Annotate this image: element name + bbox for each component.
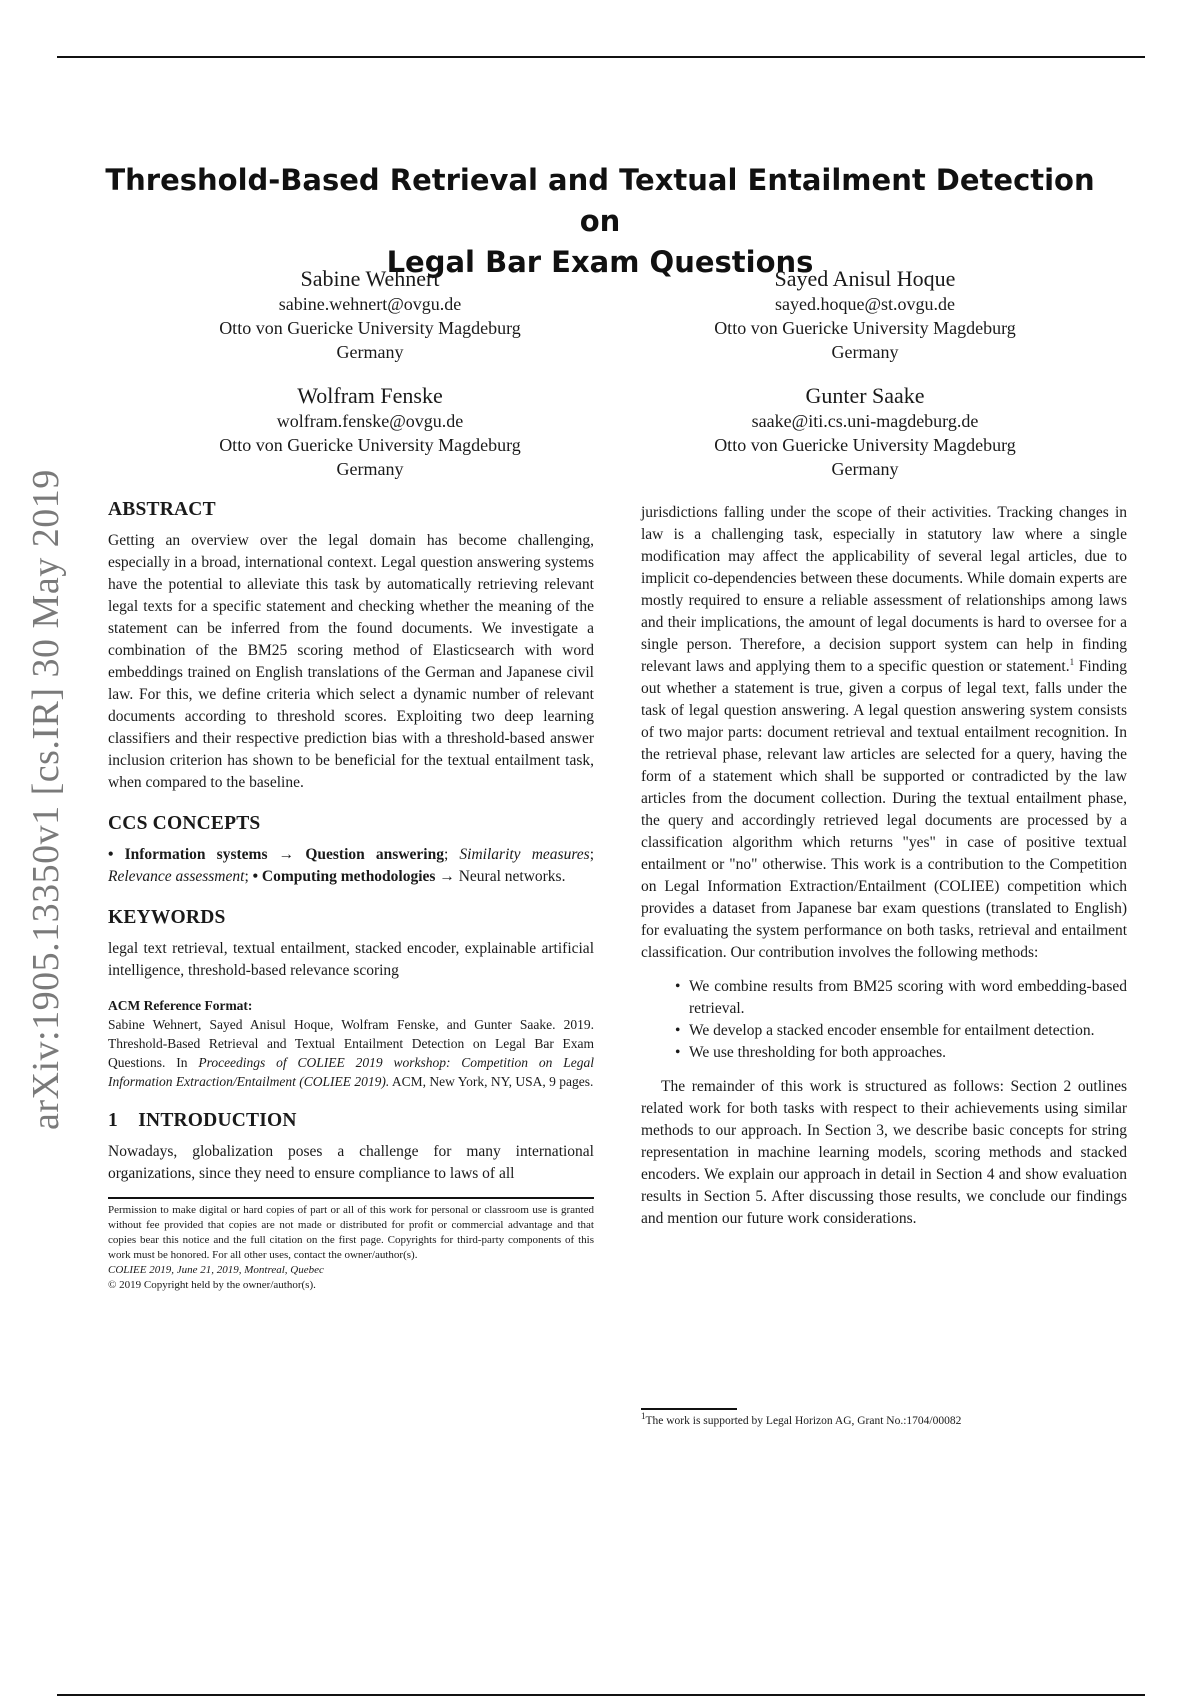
footnote-mark: 1 [1069, 656, 1075, 667]
author-block [635, 266, 1095, 364]
author-country: Germany [336, 459, 404, 479]
top-rule [57, 56, 1145, 58]
permission-block [108, 1203, 594, 1293]
bullet-icon: • [675, 978, 681, 995]
author-name: Sabine Wehnert [300, 266, 440, 291]
introduction-text-2: Finding out whether a statement is true, given a corpus of legal text, falls under the task of legal question answering. A legal question answering system consists of two major parts: document retrieval and textual entailment recognition. In the retrieval phase, relevant law articles are selected for a query, having the form of a statement which shall be supported or contradicted by the law articles from the document collection. During the textual entailment phase, the query and accordingly retrieved legal documents are processed by a classification algorithm which returns "yes" in case of positive textual entailment or "no" otherwise. This work is a contribution to the Competition on Legal Information Extraction/Entailment (COLIEE) competition which provides a dataset from Japanese bar exam questions (translated to English) for evaluating the system performance on both tasks, retrieval and entailment classification. Our contribution involves the following methods: [641, 658, 1128, 961]
ccs-separator: ; [443, 846, 460, 863]
ccs-bullet-1: • Information systems [108, 846, 268, 863]
list-item [641, 1042, 1127, 1064]
author-affiliation: Otto von Guericke University Magdeburg [714, 318, 1016, 338]
copyright-text: © 2019 Copyright held by the owner/author(s). [108, 1279, 316, 1291]
list-item [641, 976, 1127, 1020]
introduction-text-3: The remainder of this work is structured as follows: Section 2 outlines related work for both tasks with respect to their achievements using similar methods to our approach. In Section 3, we describe basic concepts for string representation in machine learning models, scoring methods and stacked encoders. We explain our approach in detail in Section 4 and show evaluation results in Section 5. After discussing those results, we conclude our findings and mention our future work considerations. [641, 1078, 1127, 1227]
author-country: Germany [831, 342, 899, 362]
footnote-text: The work is supported by Legal Horizon AG, Grant No.:1704/00082 [645, 1414, 962, 1427]
permission-text: Permission to make digital or hard copies of part or all of this work for personal or classroom use is granted without fee provided that copies are not made or distributed for profit or commercial advantage and that copies bear this notice and the full citation on the first page. Copyrights for third-party components of this work must be honored. For all other uses, contact the owner/author(s). [108, 1204, 594, 1261]
author-name: Gunter Saake [805, 383, 925, 408]
ccs-term: Similarity measures [459, 846, 590, 863]
author-name: Sayed Anisul Hoque [774, 266, 956, 291]
author-email: sabine.wehnert@ovgu.de [278, 294, 462, 314]
paper-title [100, 160, 1100, 283]
bullet-icon: • [675, 1022, 681, 1039]
ccs-bullet-2: • Computing methodologies [252, 868, 436, 885]
title-line-2: Legal Bar Exam Questions [386, 245, 814, 279]
introduction-text-left: Nowadays, globalization poses a challenge for many international organizations, since they need to ensure compliance to laws of all [108, 1143, 594, 1182]
introduction-text-1: jurisdictions falling under the scope of their activities. Tracking changes in law is a challenging task, especially in statutory law where a single modification may affect the applicability of several legal articles, due to implicit co-dependencies between these documents. While domain experts are mostly required to ensure a reliable assessment of relationships among laws and their implications, the amount of legal documents is hard to oversee for a single person. Therefore, a decision support system can help in finding relevant laws and applying them to a specific question or statement. [641, 504, 1127, 675]
author-name: Wolfram Fenske [297, 383, 443, 408]
keywords-heading: KEYWORDS [108, 907, 226, 928]
footnote-number: 1 [641, 1410, 646, 1421]
list-item [641, 1020, 1127, 1042]
ccs-arrow: → [267, 846, 306, 863]
author-email: sayed.hoque@st.ovgu.de [774, 294, 956, 314]
ccs-heading: CCS CONCEPTS [108, 813, 261, 834]
contribution-list [641, 976, 1127, 1064]
acm-reference-part-1: Sabine Wehnert, Sayed Anisul Hoque, Wolfram Fenske, and Gunter Saake. 2019. Threshold-Based Retrieval and Textual Entailment Detection on Legal Bar Exam Questions. In [108, 1017, 594, 1070]
ccs-term: Relevance assessment [108, 868, 245, 885]
list-item-text: We combine results from BM25 scoring with word embedding-based retrieval. [689, 978, 1127, 1017]
author-affiliation: Otto von Guericke University Magdeburg [714, 435, 1016, 455]
ccs-separator: ; [244, 868, 253, 885]
keywords-text: legal text retrieval, textual entailment, stacked encoder, explainable artificial intelligence, threshold-based relevance scoring [108, 940, 594, 979]
author-country: Germany [336, 342, 404, 362]
permission-rule [108, 1197, 594, 1199]
bullet-icon: • [675, 1044, 681, 1061]
list-item-text: We use thresholding for both approaches. [689, 1044, 947, 1061]
author-email: wolfram.fenske@ovgu.de [276, 411, 464, 431]
ccs-text [108, 844, 594, 888]
introduction-paragraph [641, 502, 1127, 964]
author-country: Germany [831, 459, 899, 479]
left-column [108, 498, 594, 1293]
abstract-text: Getting an overview over the legal domain has become challenging, especially in a broad, international context. Legal question answering systems have the potential to alleviate this task by automatically retrieving relevant legal texts for a specific statement and checking whether the meaning of the statement can be inferred from the found documents. We investigate a combination of the BM25 scoring method of Elasticsearch with word embeddings trained on English translations of the German and Japanese civil law. For this, we define criteria which select a dynamic number of relevant documents according to threshold scores. Exploiting two deep learning classifiers and their respective prediction bias with a threshold-based answer inclusion criterion has shown to be beneficial for the textual entailment task, when compared to the baseline. [108, 532, 594, 791]
footnote-rule [641, 1408, 737, 1410]
footnote [641, 1408, 1127, 1429]
introduction-heading: 1 INTRODUCTION [108, 1110, 297, 1131]
ccs-arrow: → [435, 868, 459, 885]
abstract-heading: ABSTRACT [108, 499, 216, 520]
arxiv-stamp: arXiv:1905.13350v1 [cs.IR] 30 May 2019 [25, 469, 67, 1130]
author-affiliation: Otto von Guericke University Magdeburg [219, 435, 521, 455]
acm-reference-text [108, 1015, 594, 1091]
acm-reference-heading: ACM Reference Format: [108, 998, 253, 1013]
list-item-text: We develop a stacked encoder ensemble for entailment detection. [689, 1022, 1095, 1039]
acm-reference-proceedings: Proceedings of COLIEE 2019 workshop: Competition on Legal Information Extraction/Entailment (COLIEE 2019). [108, 1055, 594, 1089]
author-affiliation: Otto von Guericke University Magdeburg [219, 318, 521, 338]
ccs-separator: ; [589, 846, 595, 863]
acm-reference-part-2: ACM, New York, NY, USA, 9 pages. [389, 1074, 594, 1089]
author-email: saake@iti.cs.uni-magdeburg.de [751, 411, 979, 431]
author-block [140, 266, 600, 364]
title-line-1: Threshold-Based Retrieval and Textual Entailment Detection on [105, 163, 1095, 238]
right-column [641, 502, 1127, 1230]
venue-text: COLIEE 2019, June 21, 2019, Montreal, Quebec [108, 1264, 324, 1276]
ccs-term: Neural networks. [458, 868, 566, 885]
ccs-term: Question answering [305, 846, 444, 863]
author-block [635, 383, 1095, 481]
bottom-rule [57, 1694, 1145, 1696]
author-block [140, 383, 600, 481]
